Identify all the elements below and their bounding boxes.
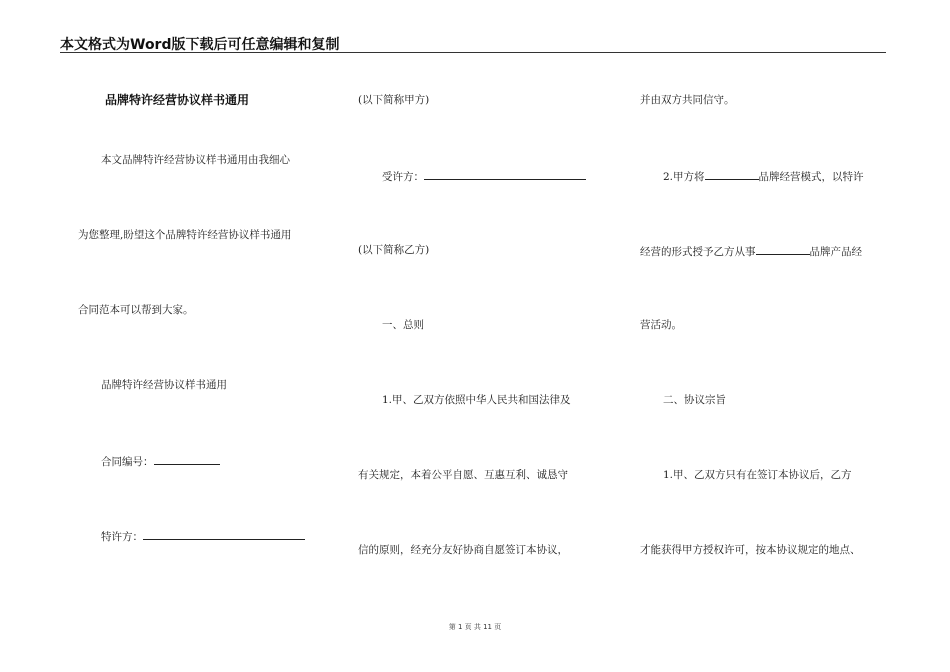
contract-number-blank: [154, 453, 220, 465]
contract-number-row: [101, 453, 220, 469]
paragraph-1-line-1: 1.甲、乙双方依照中华人民共和国法律及: [382, 394, 571, 406]
franchisee-blank: [424, 168, 586, 180]
section-heading-general: 一、总则: [382, 319, 424, 331]
page-number-footer: 第 1 页 共 11 页: [448, 623, 502, 631]
brand-name-blank-2: [756, 243, 810, 255]
section-heading-purpose: 二、协议宗旨: [663, 394, 726, 406]
intro-line-1: 本文品牌特许经营协议样书通用由我细心: [101, 154, 290, 166]
intro-line-2: 为您整理,盼望这个品牌特许经营协议样书通用: [78, 229, 292, 241]
paragraph-2-line-2-start: 经营的形式授予乙方从事: [640, 246, 756, 258]
franchisor-label: 特许方：: [101, 531, 143, 543]
col2-line-3: (以下简称乙方): [358, 244, 430, 256]
paragraph-2-line-2-end: 品牌产品经: [809, 246, 862, 258]
intro-line-3: 合同范本可以帮到大家。: [78, 304, 194, 316]
paragraph-1-line-3: 信的原则，经充分友好协商自愿签订本协议，: [358, 544, 568, 556]
franchisee-row: [382, 168, 586, 184]
col3-line-1: 并由双方共同信守。: [640, 94, 735, 106]
paragraph-3-line-2: 才能获得甲方授权许可，按本协议规定的地点、: [640, 544, 861, 556]
franchisor-row: [101, 528, 305, 544]
franchisee-label: 受许方：: [382, 171, 424, 183]
paragraph-3-line-1: 1.甲、乙双方只有在签订本协议后，乙方: [663, 469, 852, 481]
paragraph-2-line-3: 营活动。: [640, 319, 682, 331]
franchisor-blank: [143, 528, 305, 540]
subtitle: 品牌特许经营协议样书通用: [101, 379, 227, 391]
document-title: 品牌特许经营协议样书通用: [105, 93, 250, 107]
header-divider: [60, 52, 886, 53]
brand-name-blank-1: [705, 168, 759, 180]
col2-line-1: (以下简称甲方): [358, 94, 430, 106]
paragraph-2-line-2: [640, 243, 862, 259]
document-header-title: 本文格式为Word版下载后可任意编辑和复制: [60, 37, 340, 53]
paragraph-1-line-2: 有关规定，本着公平自愿、互惠互利、诚恳守: [358, 469, 568, 481]
paragraph-2-line-1: [663, 168, 864, 184]
paragraph-2-line-1-start: 2.甲方将: [663, 171, 705, 183]
paragraph-2-line-1-end: 品牌经营模式，以特许: [758, 171, 864, 183]
contract-number-label: 合同编号：: [101, 456, 154, 468]
